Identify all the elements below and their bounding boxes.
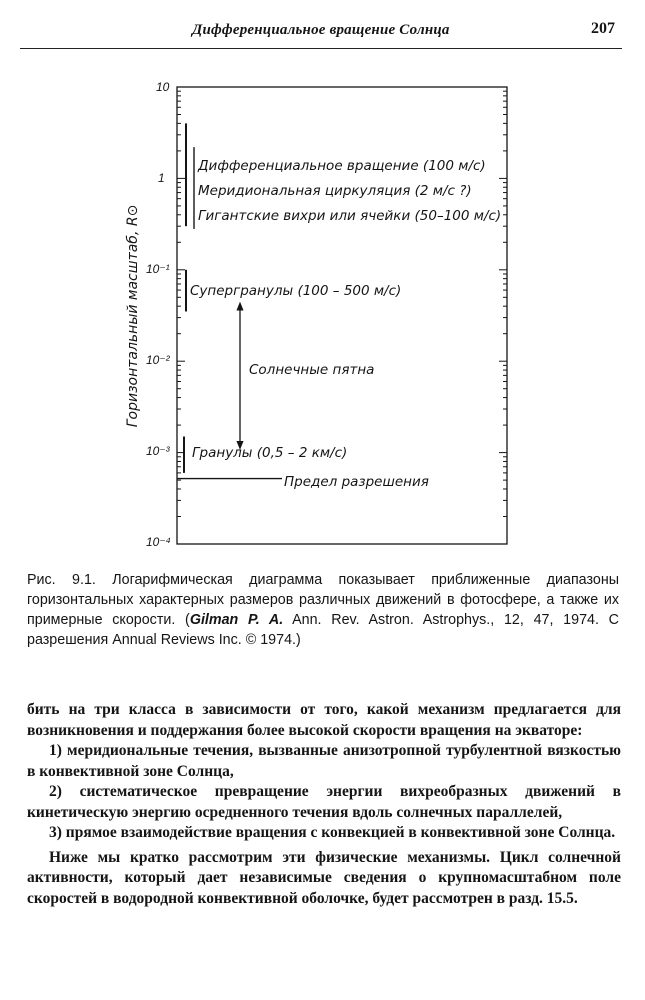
header-rule: [20, 48, 622, 49]
list-item-1: 1) меридиональные течения, вызванные анизотропной турбулентной вязкостью в конвективной зоне Солнца,: [27, 742, 621, 780]
caption-suffix: Ann. Rev. Astron. Astrophys., 12, 47, 1974. С разрешения Annual Reviews Inc. © 1974.): [27, 612, 620, 648]
y-axis-label: Горизонтальный масштаб, R⊙: [125, 204, 141, 428]
sunspots-label: Солнечные пятна: [249, 362, 375, 379]
log-scale-figure: [110, 70, 530, 560]
differential-rotation-label: Дифференциальное вращение (100 м/с): [198, 158, 486, 175]
y-tick-label-1e-4: 10⁻⁴: [146, 535, 171, 549]
meridional-circulation-label: Меридиональная циркуляция (2 м/с ?): [198, 182, 472, 199]
figure-caption: [27, 570, 619, 650]
caption-author: Gilman P. A.: [189, 612, 284, 628]
running-header: [0, 18, 645, 46]
y-tick-label-10: 10: [156, 80, 170, 94]
giant-cells-label: Гигантские вихри или ячейки (50–100 м/с): [198, 207, 502, 224]
y-tick-label-1: 1: [158, 171, 165, 185]
list-item-2: 2) систематическое превращение энергии вихреобразных движений в кинетическую энергию осредненного течения вдоль солнечных параллелей,: [27, 783, 621, 821]
resolution-limit-label: Предел разрешения: [284, 473, 429, 490]
y-tick-label-1e-1: 10⁻¹: [146, 262, 170, 276]
list-item-3: 3) прямое взаимодействие вращения с конвекцией в конвективной зоне Солнца.: [49, 824, 616, 841]
granules-label: Гранулы (0,5 – 2 км/с): [192, 444, 348, 461]
running-title: Дифференциальное вращение Солнца: [192, 22, 450, 38]
page-number: 207: [591, 20, 615, 37]
supergranules-label: Супергранулы (100 – 500 м/с): [190, 283, 402, 300]
paragraph-2: Ниже мы кратко рассмотрим эти физические механизмы. Цикл солнечной активности, который дает независимые сведения о крупномасштабном поле скоростей в водородной конвективной оболочке, будет рассмотрен в разд. 15.5.: [27, 848, 621, 907]
caption-prefix: Рис. 9.1. Логарифмическая диаграмма показывает приближенные диапазоны горизонтальных характерных размеров различных движений в фотосфере, а также их примерные скорости. (: [27, 572, 619, 628]
y-tick-label-1e-3: 10⁻³: [146, 444, 170, 458]
body-text: [27, 700, 621, 909]
paragraph-1: бить на три класса в зависимости от того, какой механизм предлагается для возникновения и поддержания более высокой скорости вращения на экваторе:: [27, 701, 621, 739]
y-tick-label-1e-2: 10⁻²: [146, 353, 170, 367]
